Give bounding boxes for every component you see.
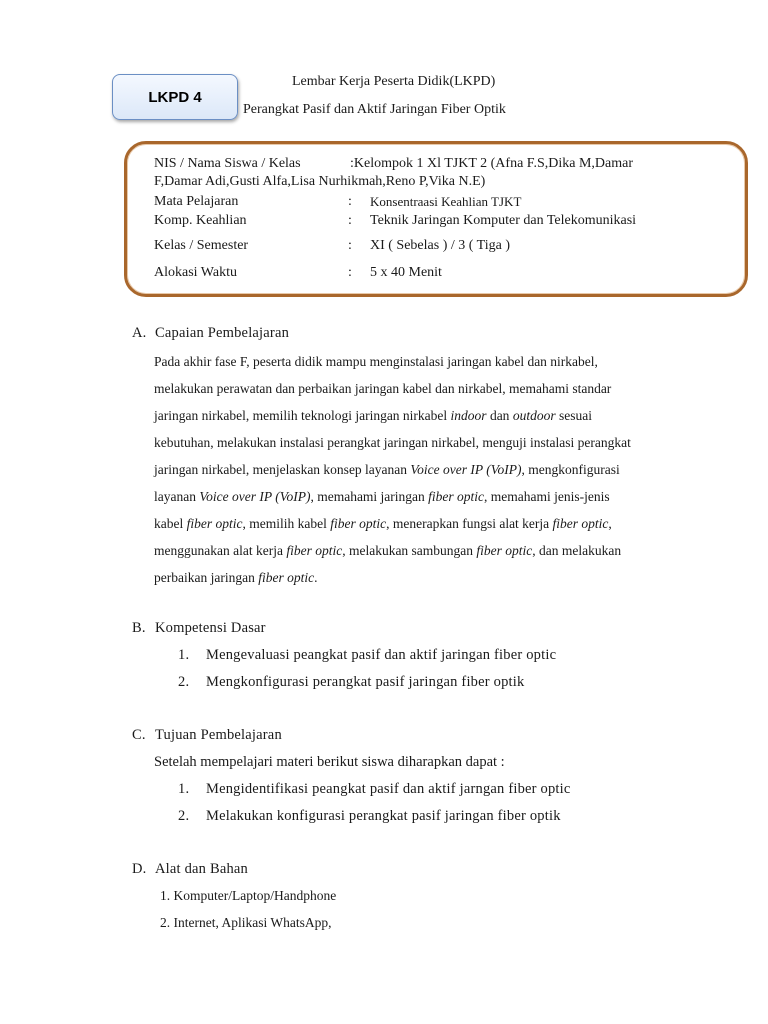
- section-b-title: Kompetensi Dasar: [155, 620, 266, 636]
- list-item: 2. Internet, Aplikasi WhatsApp,: [160, 915, 332, 930]
- section-c-intro: Setelah mempelajari materi berikut siswa diharapkan dapat :: [154, 754, 505, 770]
- document-subtitle: Perangkat Pasif dan Aktif Jaringan Fiber Optik: [243, 102, 506, 117]
- section-c-heading: [132, 727, 282, 744]
- paragraph-line: Pada akhir fase F, peserta didik mampu menginstalasi jaringan kabel dan nirkabel,: [154, 354, 598, 369]
- mapel-value: Konsentraasi Keahlian TJKT: [370, 194, 522, 209]
- identity-row-nis: [154, 156, 301, 172]
- list-text: Mengidentifikasi peangkat pasif dan aktif jarngan fiber optic: [206, 781, 571, 797]
- komp-colon: :: [348, 213, 352, 228]
- komp-value: Teknik Jaringan Komputer dan Telekomunikasi: [370, 213, 637, 228]
- kelas-label: Kelas / Semester: [154, 238, 249, 253]
- list-item: [178, 781, 698, 801]
- section-b-heading: [132, 620, 266, 637]
- document-title: Lembar Kerja Peserta Didik(LKPD): [292, 74, 496, 89]
- paragraph-line: jaringan nirkabel, menjelaskan konsep layanan Voice over IP (VoIP), mengkonfigurasi: [154, 462, 620, 477]
- section-c-title: Tujuan Pembelajaran: [155, 727, 282, 743]
- list-number: 1.: [178, 647, 190, 663]
- paragraph-line: melakukan perawatan dan perbaikan jaringan kabel dan nirkabel, memahami standar: [154, 381, 612, 396]
- kelas-value: XI ( Sebelas ) / 3 ( Tiga ): [370, 238, 510, 253]
- section-d-heading: [132, 861, 248, 878]
- paragraph-line: kabel fiber optic, memilih kabel fiber optic, menerapkan fungsi alat kerja fiber optic,: [154, 516, 612, 531]
- list-item: [178, 808, 698, 828]
- waktu-label: Alokasi Waktu: [154, 265, 237, 280]
- list-number: 1.: [178, 781, 190, 797]
- section-a-paragraph: [154, 348, 714, 591]
- list-item: [178, 674, 698, 694]
- mapel-label: Mata Pelajaran: [154, 194, 239, 209]
- waktu-value: 5 x 40 Menit: [370, 265, 442, 280]
- nis-label: NIS / Nama Siswa / Kelas: [154, 156, 301, 171]
- kelas-colon: :: [348, 238, 352, 253]
- list-number: 2.: [178, 674, 190, 690]
- list-item: [178, 647, 698, 667]
- paragraph-line: layanan Voice over IP (VoIP), memahami jaringan fiber optic, memahami jenis-jenis: [154, 489, 610, 504]
- section-a-heading: [132, 325, 289, 342]
- waktu-colon: :: [348, 265, 352, 280]
- list-item: 1. Komputer/Laptop/Handphone: [160, 888, 337, 903]
- list-number: 2.: [178, 808, 190, 824]
- list-text: Mengevaluasi peangkat pasif dan aktif jaringan fiber optic: [206, 647, 557, 663]
- section-d-letter: D.: [132, 861, 147, 877]
- section-d-title: Alat dan Bahan: [155, 861, 248, 877]
- section-c-letter: C.: [132, 727, 146, 743]
- section-b-letter: B.: [132, 620, 146, 636]
- komp-label: Komp. Keahlian: [154, 213, 247, 228]
- lkpd-badge: LKPD 4: [112, 74, 238, 120]
- list-text: Mengkonfigurasi perangkat pasif jaringan fiber optik: [206, 674, 525, 690]
- list-text: Melakukan konfigurasi perangkat pasif jaringan fiber optik: [206, 808, 561, 824]
- nis-value-line2: F,Damar Adi,Gusti Alfa,Lisa Nurhikmah,Reno P,Vika N.E): [154, 174, 486, 189]
- section-a-title: Capaian Pembelajaran: [155, 325, 290, 341]
- paragraph-line: kebutuhan, melakukan instalasi perangkat jaringan nirkabel, menguji instalasi perangkat: [154, 435, 631, 450]
- section-a-letter: A.: [132, 325, 147, 341]
- mapel-colon: :: [348, 194, 352, 209]
- paragraph-line: perbaikan jaringan fiber optic.: [154, 570, 318, 585]
- paragraph-line: jaringan nirkabel, memilih teknologi jaringan nirkabel indoor dan outdoor sesuai: [154, 408, 592, 423]
- paragraph-line: menggunakan alat kerja fiber optic, melakukan sambungan fiber optic, dan melakukan: [154, 543, 622, 558]
- nis-value-line1: :Kelompok 1 Xl TJKT 2 (Afna F.S,Dika M,Damar: [350, 156, 634, 171]
